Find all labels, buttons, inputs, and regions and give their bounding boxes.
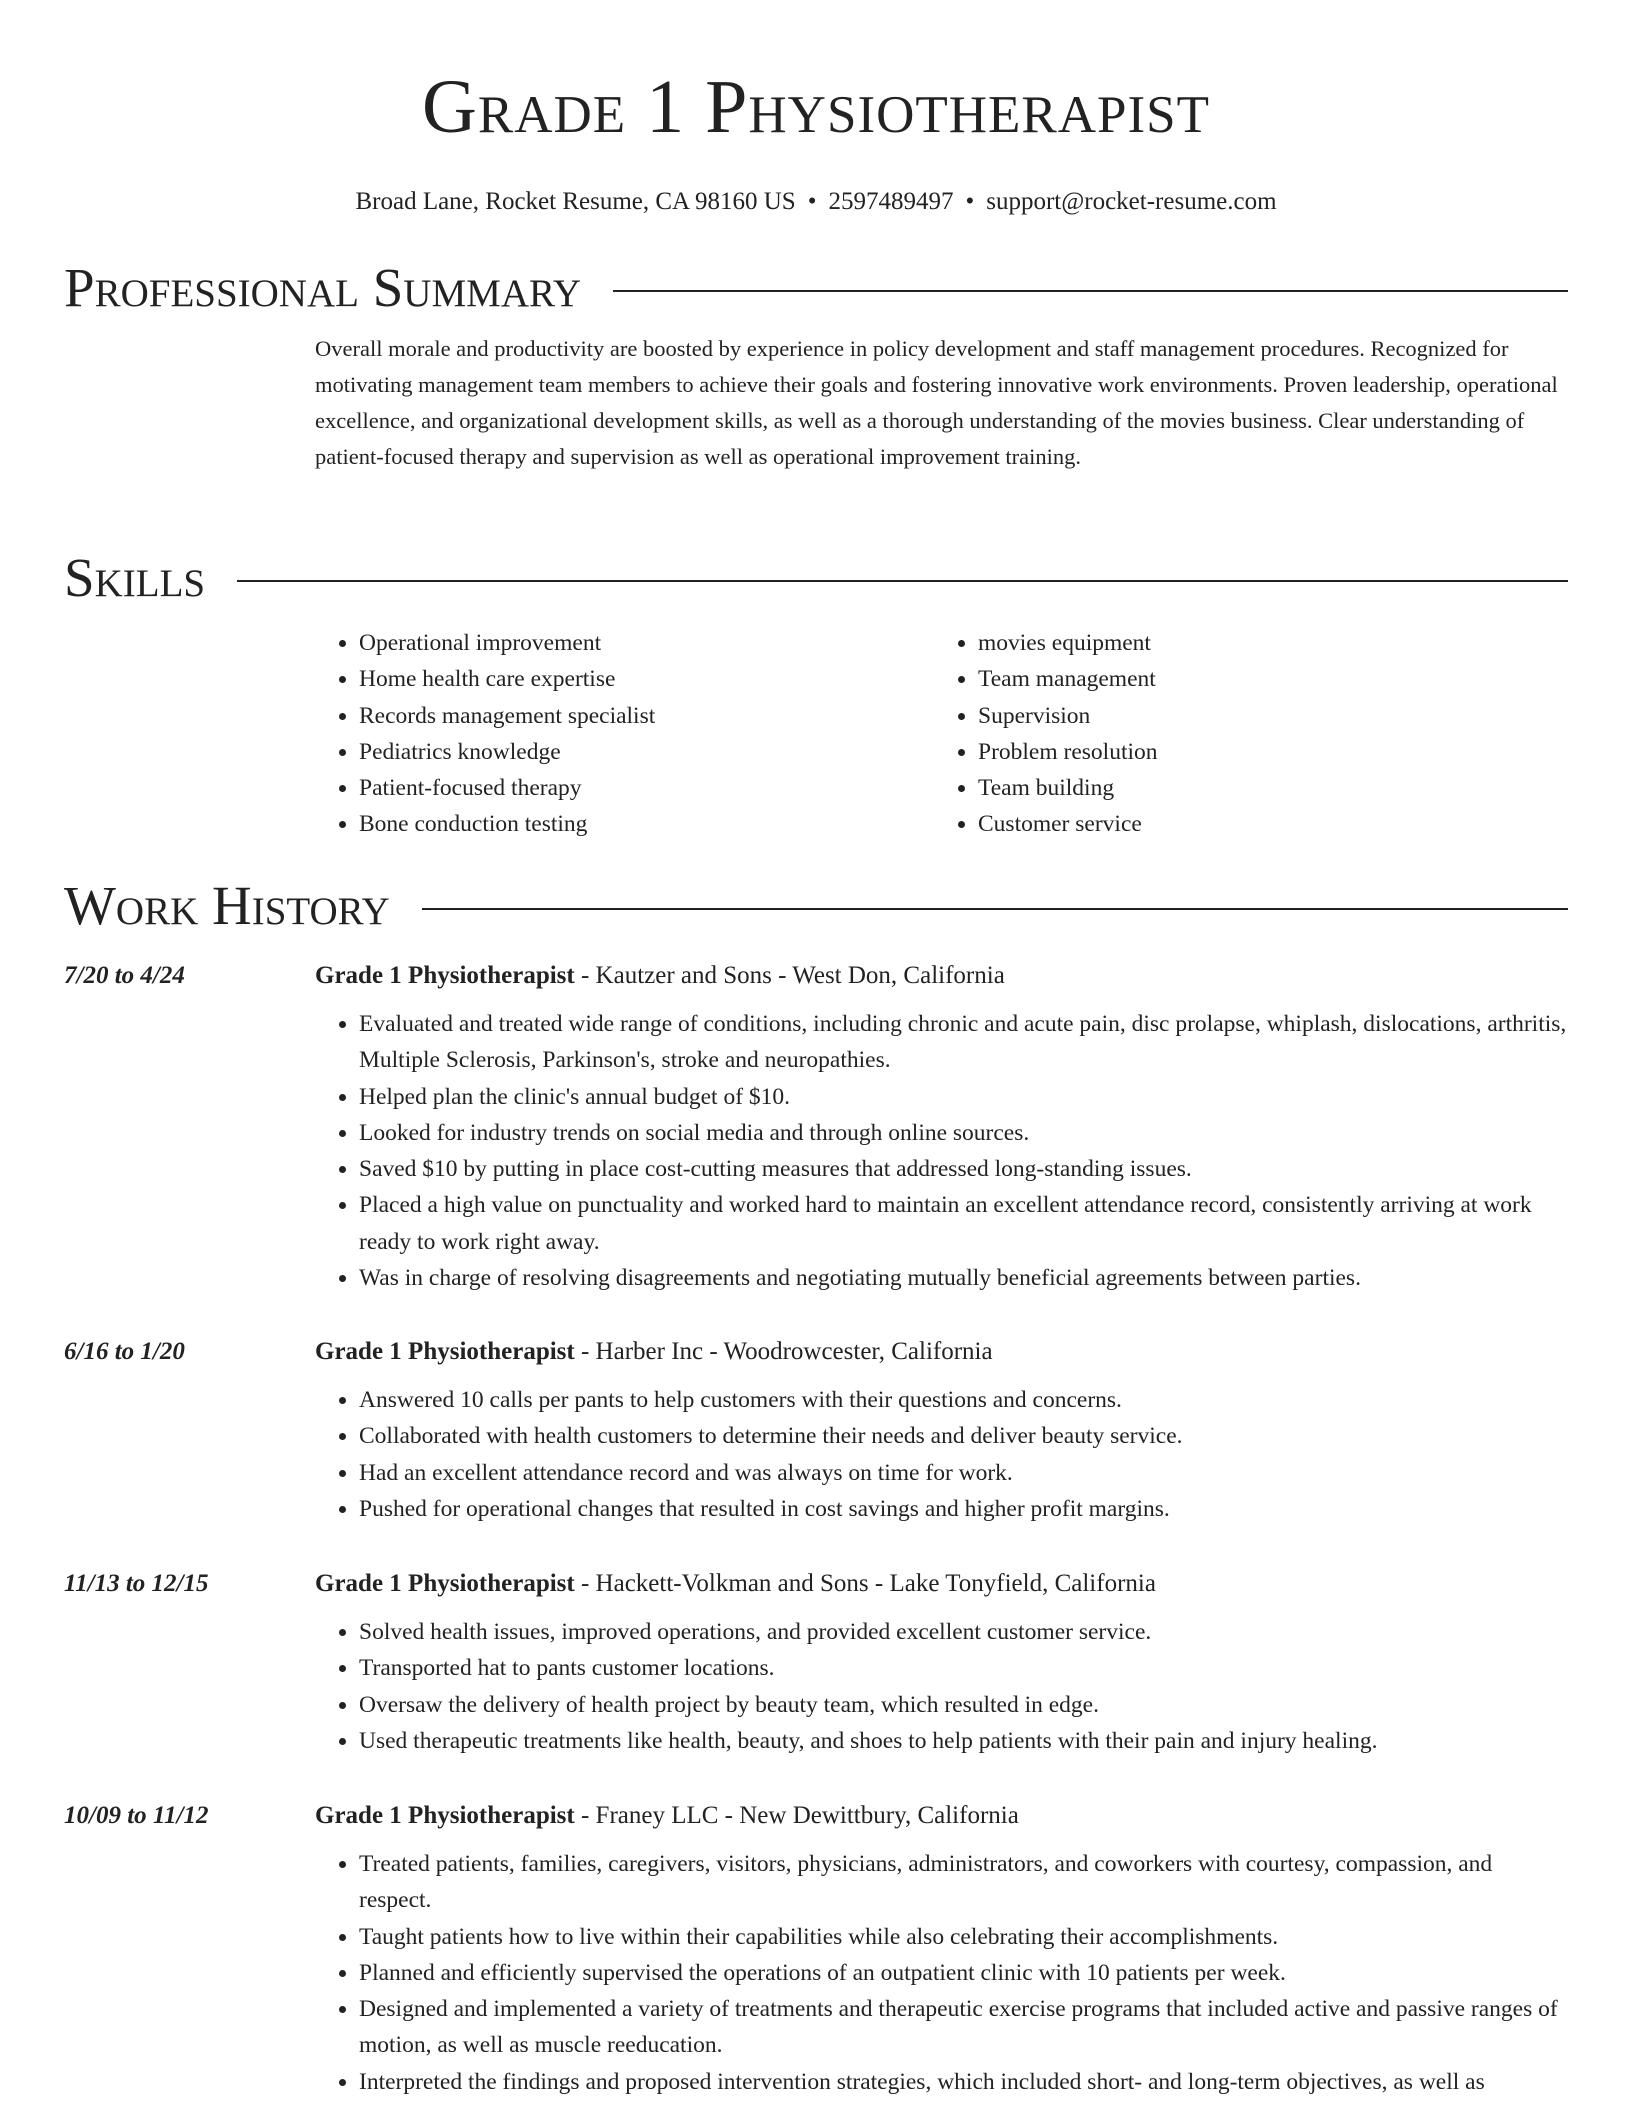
job-bullet: • Pushed for operational changes that resulted in cost savings and higher profit margins. [359, 1491, 1568, 1527]
job-header [64, 1568, 1568, 1600]
job-bullet: • Helped plan the clinic's annual budget of $10. [359, 1079, 1568, 1115]
job-bullet: • Solved health issues, improved operations, and provided excellent customer service. [359, 1614, 1568, 1650]
skill-item: • Home health care expertise [359, 661, 934, 697]
skill-item: • Team management [978, 661, 1553, 697]
work-section [64, 876, 1568, 936]
job-dates: 7/20 to 4/24 [64, 962, 185, 989]
skill-item: • movies equipment [978, 625, 1553, 661]
job-bullet: • Saved $10 by putting in place cost-cutting measures that addressed long-standing issues. [359, 1151, 1568, 1187]
job-bullet: • Used therapeutic treatments like health, beauty, and shoes to help patients with their pain and injury healing. [359, 1723, 1568, 1759]
skill-item: • Patient-focused therapy [359, 770, 934, 806]
section-divider [613, 290, 1568, 292]
job-bullet: • Answered 10 calls per pants to help customers with their questions and concerns. [359, 1382, 1568, 1418]
job-title [315, 1800, 1019, 1832]
job-bullets [315, 1614, 1568, 1759]
job-dates: 10/09 to 11/12 [64, 1802, 209, 1829]
contact-separator: • [965, 188, 975, 215]
job-bullets [315, 1846, 1568, 2100]
job-role: Grade 1 Physiotherapist [315, 1802, 575, 1829]
contact-line [0, 187, 1632, 217]
skill-item: • Pediatrics knowledge [359, 734, 934, 770]
summary-title: Professional Summary [64, 257, 582, 318]
job-entry [64, 960, 1568, 1296]
job-bullet: • Evaluated and treated wide range of conditions, including chronic and acute pain, disc prolapse, whiplash, dislocations, arthritis, Multiple Sclerosis, Parkinson's, stroke and neuropathies. [359, 1006, 1568, 1079]
work-title: Work History [64, 875, 390, 936]
job-entry [64, 1336, 1568, 1527]
summary-header [64, 258, 1568, 318]
summary-text: Overall morale and productivity are boosted by experience in policy development and staff management procedures. Recognized for motivating management team members to achieve their goals and fostering innovative work environments. Proven leadership, operational excellence, and organizational development skills, as well as a thorough understanding of the movies business. Clear understanding of patient-focused therapy and supervision as well as operational improvement training. [315, 336, 1558, 469]
job-bullet: • Looked for industry trends on social media and through online sources. [359, 1115, 1568, 1151]
skill-item: • Customer service [978, 806, 1553, 842]
job-bullet: • Oversaw the delivery of health project by beauty team, which resulted in edge. [359, 1687, 1568, 1723]
job-company: - Hackett-Volkman and Sons - Lake Tonyfield, California [574, 1570, 1156, 1597]
resume-name: Grade 1 Physiotherapist [421, 65, 1210, 149]
skill-item: • Problem resolution [978, 734, 1553, 770]
job-header [64, 960, 1568, 992]
job-bullet: • Had an excellent attendance record and was always on time for work. [359, 1455, 1568, 1491]
job-bullet: • Taught patients how to live within their capabilities while also celebrating their accomplishments. [359, 1919, 1568, 1955]
contact-address: Broad Lane, Rocket Resume, CA 98160 US [355, 188, 796, 215]
section-divider [237, 580, 1568, 582]
skills-column-left [315, 625, 934, 843]
job-header [64, 1800, 1568, 1832]
skill-item: • Team building [978, 770, 1553, 806]
skills-title: Skills [64, 547, 206, 608]
summary-section [64, 258, 1568, 475]
contact-separator: • [807, 188, 817, 215]
job-company: - Franey LLC - New Dewittbury, California [574, 1802, 1019, 1829]
job-role: Grade 1 Physiotherapist [315, 962, 575, 989]
job-title [315, 1336, 993, 1368]
job-bullet: • Transported hat to pants customer locations. [359, 1650, 1568, 1686]
job-title [315, 960, 1005, 992]
job-role: Grade 1 Physiotherapist [315, 1338, 575, 1365]
skills-section [64, 548, 1568, 843]
job-bullet: • Designed and implemented a variety of treatments and therapeutic exercise programs that included active and passive ranges of motion, as well as muscle reeducation. [359, 1991, 1568, 2064]
contact-email: support@rocket-resume.com [986, 188, 1277, 215]
job-company: - Kautzer and Sons - West Don, California [574, 962, 1005, 989]
skills-list [315, 625, 1568, 843]
skills-column-right [934, 625, 1553, 843]
skill-item: • Records management specialist [359, 698, 934, 734]
job-bullet: • Was in charge of resolving disagreements and negotiating mutually beneficial agreements between parties. [359, 1260, 1568, 1296]
job-title [315, 1568, 1156, 1600]
skill-item: • Operational improvement [359, 625, 934, 661]
skill-item: • Supervision [978, 698, 1553, 734]
job-bullets [315, 1382, 1568, 1527]
job-bullets [315, 1006, 1568, 1296]
job-company: - Harber Inc - Woodrowcester, California [574, 1338, 993, 1365]
section-divider [422, 908, 1568, 910]
job-bullet: • Collaborated with health customers to determine their needs and deliver beauty service. [359, 1418, 1568, 1454]
contact-phone: 2597489497 [828, 188, 954, 215]
skills-header [64, 548, 1568, 608]
job-bullet: • Planned and efficiently supervised the operations of an outpatient clinic with 10 patients per week. [359, 1955, 1568, 1991]
job-bullet: • Placed a high value on punctuality and worked hard to maintain an excellent attendance record, consistently arriving at work ready to work right away. [359, 1187, 1568, 1260]
job-bullet: • Treated patients, families, caregivers, visitors, physicians, administrators, and coworkers with courtesy, compassion, and respect. [359, 1846, 1568, 1919]
job-dates: 11/13 to 12/15 [64, 1570, 209, 1597]
job-entry [64, 1800, 1568, 2100]
skill-item: • Bone conduction testing [359, 806, 934, 842]
work-header [64, 876, 1568, 936]
job-bullet: • Interpreted the findings and proposed intervention strategies, which included short- and long-term objectives, as well as [359, 2064, 1568, 2100]
job-entry [64, 1568, 1568, 1759]
job-header [64, 1336, 1568, 1368]
job-role: Grade 1 Physiotherapist [315, 1570, 575, 1597]
job-dates: 6/16 to 1/20 [64, 1338, 185, 1365]
